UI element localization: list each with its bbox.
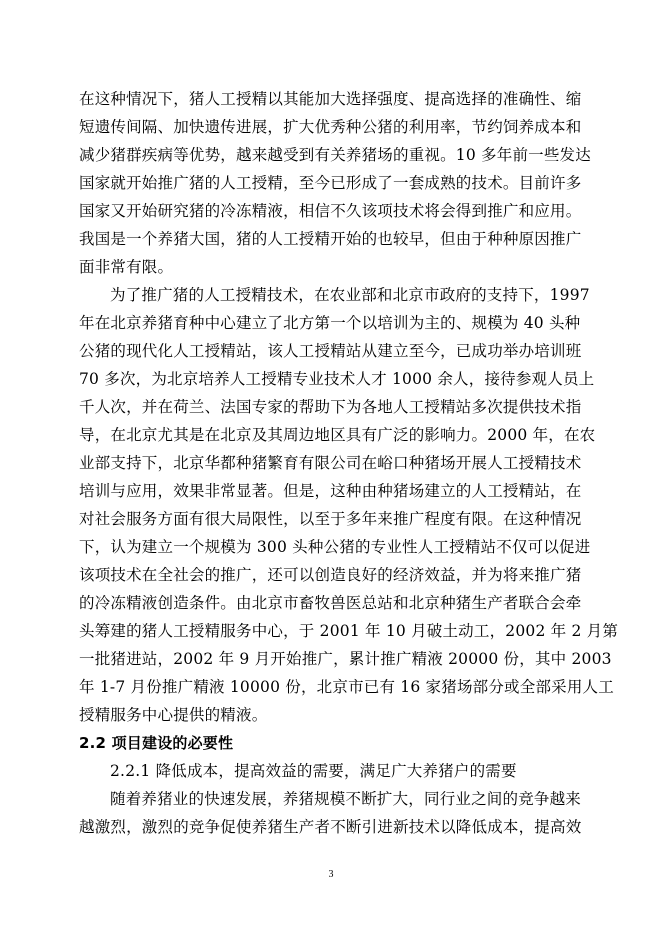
text-line: 国家又开始研究猪的冷冻精液，相信不久该项技术将会得到推广和应用。 [79,202,582,220]
text-line: 一批猪进站，2002 年 9 月开始推广，累计推广精液 20000 份，其中 2003 [79,650,612,668]
text-line: 对社会服务方面有很大局限性，以至于多年来推广程度有限。在这种情况 [79,510,582,528]
text-line: 随着养猪业的快速发展，养猪规模不断扩大，同行业之间的竞争越来 [110,790,582,808]
text-line: 年 1-7 月份推广精液 10000 份，北京市已有 16 家猪场部分或全部采用人工 [79,678,614,696]
text-line: 我国是一个养猪大国，猪的人工授精开始的也较早，但由于种种原因推广 [79,230,582,248]
text-line: 年在北京养猪育种中心建立了北方第一个以培训为主的、规模为 40 头种 [79,314,581,332]
text-line: 导，在北京尤其是在北京及其周边地区具有广泛的影响力。2000 年，在农 [79,426,596,444]
text-line: 国家就开始推广猪的人工授精，至今已形成了一套成熟的技术。目前许多 [79,174,582,192]
text-line: 越激烈，激烈的竞争促使养猪生产者不断引进新技术以降低成本，提高效 [79,818,582,836]
text-line: 培训与应用，效果非常显著。但是，这种由种猪场建立的人工授精站，在 [79,482,582,500]
text-line: 在这种情况下，猪人工授精以其能加大选择强度、提高选择的准确性、缩 [79,90,582,108]
section-heading: 2.2 项目建设的必要性 [79,734,234,752]
text-line: 70 多次，为北京培养人工授精专业技术人才 1000 余人，接待参观人员上 [79,370,595,388]
text-line: 的冷冻精液创造条件。由北京市畜牧兽医总站和北京种猪生产者联合会牵 [79,594,582,612]
text-line: 该项技术在全社会的推广，还可以创造良好的经济效益，并为将来推广猪 [79,566,582,584]
text-line: 千人次，并在荷兰、法国专家的帮助下为各地人工授精站多次提供技术指 [79,398,582,416]
text-line: 公猪的现代化人工授精站，该人工授精站从建立至今，已成功举办培训班 [79,342,582,360]
text-line: 头筹建的猪人工授精服务中心，于 2001 年 10 月破土动工，2002 年 2 月第 [79,622,619,640]
text-line: 业部支持下，北京华都种猪繁育有限公司在峪口种猪场开展人工授精技术 [79,454,582,472]
text-line: 短遗传间隔、加快遗传进展，扩大优秀种公猪的利用率，节约饲养成本和 [79,118,582,136]
text-line: 面非常有限。 [79,258,174,276]
text-line: 下，认为建立一个规模为 300 头种公猪的专业性人工授精站不仅可以促进 [79,538,591,556]
text-line: 减少猪群疾病等优势，越来越受到有关养猪场的重视。10 多年前一些发达 [79,146,591,164]
text-line: 为了推广猪的人工授精技术，在农业部和北京市政府的支持下，1997 [110,286,590,304]
subsection-heading: 2.2.1 降低成本，提高效益的需要，满足广大养猪户的需要 [110,762,517,780]
page-number: 3 [328,869,334,880]
text-line: 授精服务中心提供的精液。 [79,706,268,724]
